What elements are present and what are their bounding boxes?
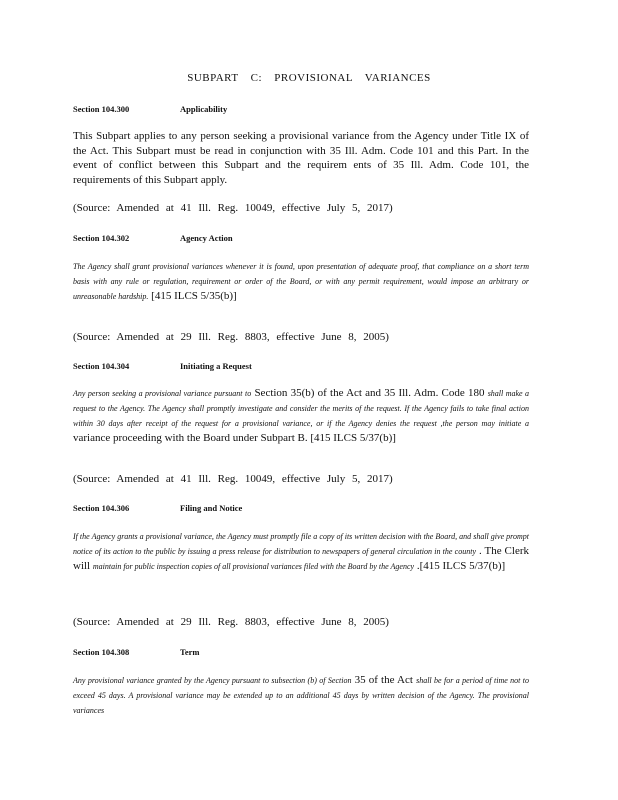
page-title: SUBPART C: PROVISIONAL VARIANCES	[187, 72, 431, 84]
section-title: Term	[180, 647, 200, 657]
section-number: Section 104.304	[73, 361, 130, 371]
statute-text: If the Agency grants a provisional variance, the Agency must promptly file a copy of its written decision with the Board, and shall give prompt notice of its action to the public by issuing a press release for distribution to newspapers of general circulation in the county	[73, 532, 529, 556]
statute-text: The Agency shall grant provisional variances whenever it is found, upon presentation of adequate proof, that compliance on a short term basis with any rule or regulation, requirement or order of the Board, or with any permit requirement, would impose an arbitrary or unreasonable hardship.	[73, 262, 529, 301]
plain-text: variance proceeding with the Board under Subpart B. [415 ILCS 5/37(b)]	[73, 432, 396, 444]
plain-text: Section 35(b) of the Act and 35 Ill. Adm. Code 180	[254, 387, 485, 399]
section-number: Section 104.300	[73, 104, 130, 114]
section-body: This Subpart applies to any person seeking a provisional variance from the Agency under Title IX of the Act. This Subpart must be read in conjunction with 35 Ill. Adm. Code 101 and this Part. In the event of conflict between this Subpart and the requirem ents of 35 Ill. Adm. Code 101, the requirements of this Subpart apply.	[73, 130, 529, 186]
source-note: (Source: Amended at 41 Ill. Reg. 10049, effective July 5, 2017)	[73, 202, 393, 214]
section-heading	[73, 503, 242, 513]
statute-text: shall be for a period of time not to exceed 45 days. A provisional variance may be extended up to an additional 45 days by written decision of the Agency. The provisional variances	[73, 676, 530, 715]
section-heading	[73, 647, 200, 657]
section-heading	[73, 104, 227, 114]
source-note: (Source: Amended at 29 Ill. Reg. 8803, effective June 8, 2005)	[73, 616, 389, 628]
section-title: Applicability	[180, 104, 228, 114]
section-number: Section 104.302	[73, 233, 130, 243]
source-note: (Source: Amended at 29 Ill. Reg. 8803, effective June 8, 2005)	[73, 331, 389, 343]
source-note: (Source: Amended at 41 Ill. Reg. 10049, effective July 5, 2017)	[73, 473, 393, 485]
statute-text: Any person seeking a provisional variance pursuant to	[73, 389, 252, 398]
section-heading	[73, 361, 252, 371]
section-body	[73, 386, 529, 445]
statute-text: maintain for public inspection copies of all provisional variances filed with the Board by the Agency	[92, 562, 415, 571]
statute-text: shall make a request to the Agency. The Agency shall promptly investigate and consider the merits of the request. If the Agency fails to take final action within 30 days after receipt of the request for a provisional variance, or if the Agency denies the request ,the person may initiate a	[73, 389, 530, 428]
section-number: Section 104.308	[73, 647, 130, 657]
section-title: Agency Action	[180, 233, 233, 243]
citation: .[415 ILCS 5/37(b)]	[416, 560, 506, 572]
section-title: Filing and Notice	[180, 503, 243, 513]
statute-text: Any provisional variance granted by the Agency pursuant to subsection (b) of Section	[73, 676, 352, 685]
plain-text: 35 of the Act	[354, 674, 413, 686]
plain-text: . The Clerk will	[73, 545, 529, 572]
citation: [415 ILCS 5/35(b)]	[151, 290, 237, 302]
section-body	[73, 259, 529, 304]
section-title: Initiating a Request	[180, 361, 252, 371]
section-body	[73, 529, 529, 574]
section-body	[73, 673, 529, 718]
section-number: Section 104.306	[73, 503, 130, 513]
section-heading	[73, 233, 233, 243]
